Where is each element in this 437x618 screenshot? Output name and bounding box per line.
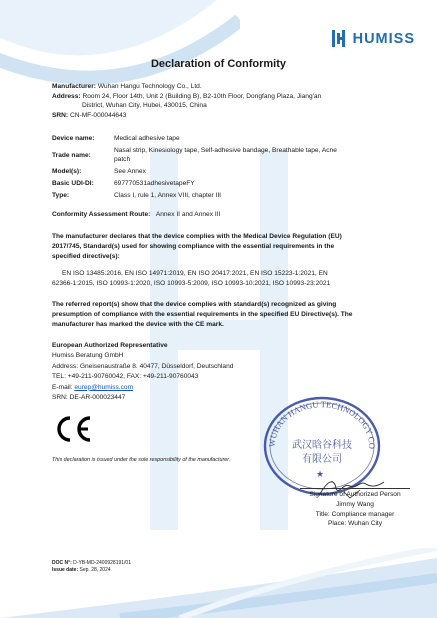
representative-tel: TEL: +49-211-90760042, FAX: +49-211-90760043 [52, 373, 199, 381]
udi-label: Basic UDI-DI: [52, 180, 94, 187]
manufacturer-block [52, 82, 321, 120]
address-label: Address: [52, 92, 81, 100]
report-line-2: presumption of compliance with the essential requirements in the specified EU Directive(s). The [52, 311, 353, 318]
representative-company: Humiss Beratung GmbH [52, 352, 124, 360]
document-title: Declaration of Conformity [150, 58, 287, 70]
manufacturer-label: Manufacturer: [52, 83, 96, 90]
type-label: Type: [52, 192, 70, 199]
trade-name-line-2: patch [114, 156, 131, 163]
email-label: E-mail: [52, 383, 73, 391]
address-line-2: District, Wuhan City, Hubei, 430015, China [82, 102, 207, 110]
issue-date-label: Issue date: [52, 567, 79, 573]
conformity-route [52, 210, 220, 220]
type-value: Class I, rule 1, Annex VIII, chapter III [114, 192, 222, 199]
report-line-1: The referred report(s) show that the device complies with standard(s) recognized as giving [52, 301, 337, 308]
device-info-table [52, 134, 337, 203]
declaration-statement [52, 232, 392, 262]
footer-swoosh-decoration [0, 548, 437, 618]
standards-line-2: 62366-1:2015, ISO 10993-1:2020, ISO 10993-5:2009, ISO 10993-10:2021, ISO 10993-23:2021 [52, 280, 331, 287]
models-label: Model(s): [52, 168, 82, 175]
standards-line-1: EN ISO 13485:2016, EN ISO 14971:2019, EN ISO 20417:2021, EN ISO 15223-1:2021, EN [62, 270, 328, 277]
report-line-3: manufacturer has marked the device with the CE mark. [52, 321, 224, 328]
srn-value: CN-MF-000044643 [69, 111, 127, 119]
email-link[interactable]: eurep@humiss.com [74, 383, 134, 391]
models-value: See Annex [114, 168, 146, 175]
doc-number: D-YB-MD-2400928191/01 [73, 560, 131, 566]
svg-text:WUHAN HANGU TECHNOLOGY CO LTD: WUHAN HANGU TECHNOLOGY CO [266, 399, 378, 450]
signature-block [300, 488, 410, 529]
route-value: Annex II and Annex III [155, 211, 221, 218]
device-name-value: Medical adhesive tape [114, 135, 180, 142]
ce-mark [54, 414, 94, 449]
ce-mark-icon [54, 414, 94, 444]
trade-name-line-1: Nasal strip, Kinesiology tape, Self-adhesive bandage, Breathable tape, Acne [114, 147, 337, 154]
svg-text:武汉晗谷科技: 武汉晗谷科技 [292, 440, 352, 451]
srn-label: SRN: [52, 111, 69, 119]
signature-label: Signature of Authorized Person [300, 488, 410, 500]
standards-list [52, 269, 402, 289]
trade-name-label: Trade name: [52, 151, 91, 159]
representative-address: Address: Gneisenaustraße 8. 40477, Düsseldorf, Deutschland [52, 362, 234, 370]
declaration-line-3: specified directive(s): [52, 253, 120, 260]
signatory-name: Jimmy Wang [336, 500, 374, 508]
udi-value: 697770531adhesivetapeFY [114, 180, 195, 187]
report-statement [52, 300, 392, 330]
svg-text:有限公司: 有限公司 [302, 454, 342, 465]
representative-srn: SRN: DE-AR-000023447 [52, 394, 126, 402]
svg-text:★: ★ [315, 470, 325, 480]
issue-date: Sep. 28, 2024 [79, 567, 111, 573]
humiss-logo-icon [332, 30, 348, 47]
declaration-line-2: 2017/745, Standard(s) used for showing compliance with the essential requirements in the [52, 243, 335, 250]
representative-block [52, 341, 233, 403]
signing-place: Place: Wuhan City [327, 520, 383, 528]
brand-name: HUMISS [352, 30, 415, 47]
address-line-1: Room 24, Floor 14th, Unit 2 (Building B), B2-10th Floor, Dongfang Plaza, Jiang'an [82, 92, 322, 100]
device-name-label: Device name: [52, 135, 95, 142]
route-label: Conformity Assessment Route: [52, 211, 151, 218]
brand-logo [332, 30, 415, 47]
manufacturer-value: Wuhan Hangu Technology Co., Ltd. [97, 83, 202, 90]
representative-heading: European Authorized Representative [52, 342, 168, 349]
doc-number-label: DOC N°: [52, 560, 72, 566]
signatory-title: Title: Compliance manager [315, 510, 395, 518]
disclaimer-text: This declaration is issued under the sole responsibility of the manufacturer. [52, 457, 231, 463]
declaration-line-1: The manufacturer declares that the device complies with the Medical Device Regulation (EU) [52, 233, 342, 240]
